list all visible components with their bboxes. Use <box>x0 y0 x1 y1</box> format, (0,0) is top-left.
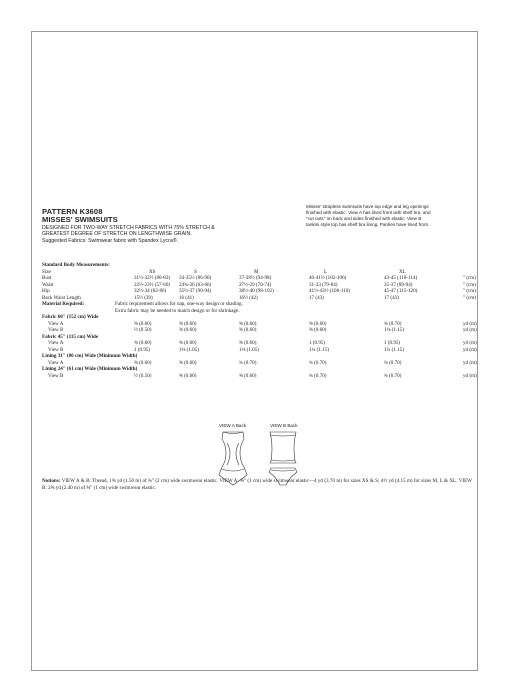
yardage-value: 1 (0.95) <box>384 340 401 346</box>
yardage-value: ¾ (0.70) <box>384 372 402 379</box>
measurement-value: 22½-23½ (57-60) <box>134 281 171 288</box>
yardage-value: 1 (0.95) <box>309 340 326 346</box>
unit-label: yd (m) <box>463 372 477 379</box>
yardage-value: ⅝ (0.60) <box>179 359 197 366</box>
measurement-value: 38½-40 (98-102) <box>239 288 274 294</box>
pattern-number: PATTERN K3608 <box>42 207 103 216</box>
material-note: Extra fabric may be needed to match design or for shrinkage. <box>115 307 240 314</box>
yardage-value: ¾ (0.70) <box>384 320 402 327</box>
yardage-value: ¾ (0.70) <box>309 359 327 366</box>
measurement-value: 37-38½ (94-98) <box>239 275 272 281</box>
yardage-value: ⅝ (0.60) <box>239 327 257 333</box>
measurement-value: 43-45 (110-114) <box>384 275 418 281</box>
fabric-heading: Fabric 45" (115 cm) Wide <box>42 333 99 340</box>
view-label: View A <box>48 320 64 327</box>
intro-line: DESIGNED FOR TWO-WAY STRETCH FABRICS WITH 75% STRETCH & <box>42 225 215 231</box>
unit-label: yd (m) <box>463 327 477 333</box>
measurement-value: 35½-37 (90-94) <box>179 288 212 294</box>
measurement-value: 34-35½ (86-90) <box>179 275 212 281</box>
measurement-value: 15½ (39) <box>134 294 153 301</box>
description-line: finished with elastic. View A has lined front with shelf bra, and <box>306 210 431 216</box>
yardage-value: ⅝ (0.60) <box>134 340 152 346</box>
yardage-value: ⅝ (0.60) <box>134 320 152 327</box>
description-line: "cut outs" on back and sides finished with elastic. View B <box>306 216 422 222</box>
measurement-value: 17 (43) <box>309 294 324 301</box>
unit-label: yd (m) <box>463 320 477 327</box>
measurement-value: 17 (43) <box>384 294 399 301</box>
view-label: View A <box>48 340 64 346</box>
intro-line: Suggested Fabrics: Swimwear fabric with Spandex Lycra®. <box>42 237 178 244</box>
yardage-value: ¾ (0.70) <box>309 372 327 379</box>
yardage-value: ¾ (0.70) <box>239 359 257 366</box>
measurement-value: 35-37 (89-94) <box>384 281 413 288</box>
yardage-value: 1 (0.95) <box>134 346 151 353</box>
measurement-table <box>42 262 477 379</box>
unit-label: yd (m) <box>463 346 477 353</box>
yardage-value: 1⅛ (1.05) <box>239 346 259 353</box>
yardage-value: ⅝ (0.60) <box>134 359 152 366</box>
view-label: View B <box>48 327 64 333</box>
section-heading: Standard Body Measurements: <box>42 262 110 268</box>
yardage-value: ⅝ (0.60) <box>309 327 327 333</box>
measurement-label: Back Waist Length <box>42 294 81 301</box>
view-label: View B <box>48 346 64 353</box>
notions-label: Notions: <box>42 478 61 484</box>
view-label: View B <box>48 372 64 379</box>
unit-label: " (cm) <box>463 294 476 301</box>
measurement-value: 31½-32½ (80-83) <box>134 275 171 281</box>
size-column-header: XL <box>399 268 406 275</box>
measurement-value: 31-33 (79-84) <box>309 281 338 288</box>
size-label: Size <box>42 268 51 275</box>
fabric-heading: Fabric 60" (152 cm) Wide <box>42 314 99 320</box>
measurement-value: 24¾-26 (63-66) <box>179 281 212 288</box>
intro-line: GREATEST DEGREE OF STRETCH ON LENGTHWISE GRAIN. <box>42 231 192 238</box>
view-a-swimsuit-icon <box>219 432 247 485</box>
size-column-header: L <box>324 268 328 275</box>
measurement-label: Hip <box>42 288 50 294</box>
yardage-value: 1¼ (1.15) <box>384 346 404 353</box>
fabric-intro <box>42 225 282 244</box>
view-b-bottom-icon <box>269 468 297 485</box>
material-note: Fabric requirement allows for nap, one-way design or shading. <box>115 301 243 307</box>
yardage-value: ⅝ (0.60) <box>239 320 257 327</box>
pattern-title: MISSES' SWIMSUITS <box>42 215 118 224</box>
back-views-illustration <box>213 423 323 498</box>
notions-text: VIEW A & B: Thread, 1⅝ yd (1.50 m) of ¾" (2 cm) wide swimwear elastic. VIEW A: ⅝" (1 cm) wide swimwear elastic—4 yd (3.70 m) for sizes XS & S; 4½ yd (4.15 m) for sizes M, L & XL. VIEW B: 2⅝ yd (2.40 m) of ⅝" (1 cm) wide swimwear elastic. <box>42 478 472 491</box>
size-column-header: XS <box>149 268 156 275</box>
size-column-header: M <box>254 268 259 275</box>
view-b-label: VIEW B Back <box>270 423 298 428</box>
yardage-value: ⅝ (0.60) <box>179 340 197 346</box>
unit-label: " (cm) <box>463 288 476 294</box>
yardage-value: ½ (0.50) <box>134 372 152 379</box>
yardage-value: ½ (0.50) <box>134 327 152 333</box>
yardage-value: ⅝ (0.60) <box>239 340 257 346</box>
fabric-heading: Lining 31" (80 cm) Wide (Minimum Width) <box>42 353 138 359</box>
measurement-label: Bust <box>42 275 52 281</box>
measurement-value: 45-47 (115-120) <box>384 288 418 294</box>
unit-label: yd (m) <box>463 340 477 346</box>
view-a-label: VIEW A Back <box>219 423 247 428</box>
unit-label: " (cm) <box>463 275 476 281</box>
measurement-label: Waist <box>42 281 54 288</box>
description-line: tankini style top has shelf bra lining. Panties have lined front. <box>306 222 430 228</box>
garment-description <box>306 204 470 228</box>
yardage-row <box>42 372 477 380</box>
yardage-value: ⅝ (0.60) <box>179 327 197 333</box>
yardage-value: 1⅛ (1.05) <box>179 346 199 353</box>
unit-label: " (cm) <box>463 281 476 288</box>
view-label: View A <box>48 359 64 366</box>
size-column-header: S <box>194 268 197 275</box>
measurement-value: 16½ (42) <box>239 294 258 301</box>
fabric-heading: Lining 24" (61 cm) Wide (Minimum Width) <box>42 366 138 372</box>
yardage-value: 1¼ (1.15) <box>309 346 329 353</box>
yardage-value: ¾ (0.70) <box>384 359 402 366</box>
unit-label: yd (m) <box>463 359 477 366</box>
measurement-value: 40-41½ (102-106) <box>309 275 347 281</box>
description-line: Misses' strapless swimsuits have top edge and leg openings <box>306 204 429 209</box>
yardage-value: ⅝ (0.60) <box>309 320 327 327</box>
material-label: Material Required: <box>42 301 85 307</box>
measurement-value: 27½-29 (70-74) <box>239 281 272 288</box>
view-b-top-icon <box>270 432 296 463</box>
measurement-value: 32½-34 (82-86) <box>134 288 167 294</box>
yardage-value: ⅝ (0.60) <box>239 372 257 379</box>
swimsuit-sketches <box>213 423 323 498</box>
measurement-value: 41½-43½ (106-110) <box>309 288 350 294</box>
yardage-value: ⅝ (0.60) <box>179 372 197 379</box>
yardage-value: 1⅛ (1.15) <box>384 327 404 333</box>
yardage-value: ⅝ (0.60) <box>179 320 197 327</box>
measurement-value: 16 (41) <box>179 294 194 301</box>
